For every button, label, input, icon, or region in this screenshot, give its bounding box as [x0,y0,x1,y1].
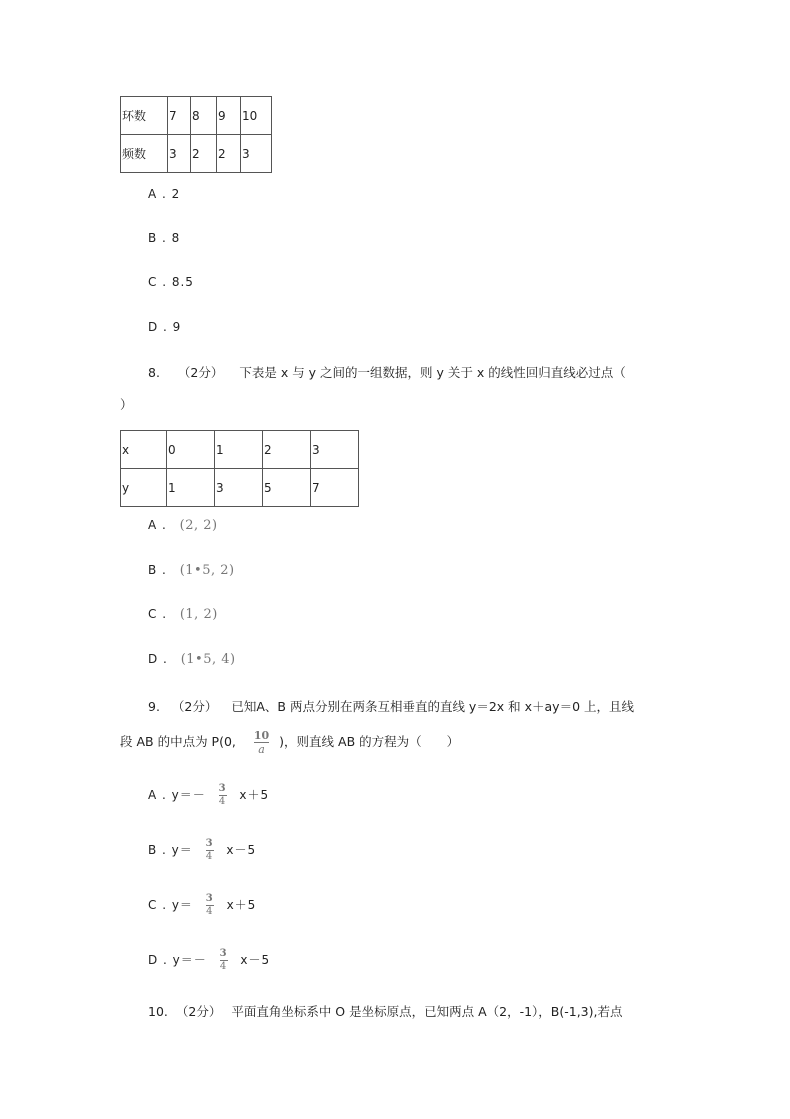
fraction-3-4 [206,894,214,917]
table-cell: 2 [217,135,241,173]
fraction-denominator: 4 [218,796,227,807]
question-score: （2分） [177,365,224,380]
option-d[interactable] [148,949,270,972]
option-label: C . [148,607,168,621]
option-value: (2, 2) [179,518,218,533]
table-cell: y [121,469,167,507]
option-a[interactable] [148,784,269,807]
fraction-denominator: a [258,743,265,756]
table-cell: 8 [191,97,217,135]
option-label: B . y＝ [148,843,193,857]
option-d[interactable]: D . 9 [148,320,182,334]
fraction-numerator: 10 [253,729,270,742]
fraction-denominator: 4 [206,906,214,917]
table-cell: 2 [191,135,217,173]
fraction-numerator: 3 [219,948,228,959]
fraction-10-over-a [254,730,269,755]
question-8-line-1 [148,363,626,381]
table-cell: 1 [167,469,215,507]
fraction-denominator: 4 [219,961,228,972]
fraction-3-4 [219,784,227,807]
fraction-numerator: 3 [218,783,227,794]
question-text: )，则直线 AB 的方程为（ ） [279,734,460,749]
option-b[interactable] [148,839,256,862]
option-value: (1, 2) [179,607,218,622]
fraction-denominator: 4 [205,851,214,862]
question-9-line-1 [148,697,634,715]
table-cell: 0 [167,431,215,469]
question-number: 9. [148,699,160,714]
question-text: 平面直角坐标系中 O 是坐标原点，已知两点 A（2，-1），B(-1,3),若点 [231,1004,623,1019]
question-text: 段 AB 的中点为 P(0, [120,734,236,749]
table-cell: 3 [311,431,359,469]
question-number: 8. [148,365,160,380]
table-cell: 5 [263,469,311,507]
table-cell: 1 [215,431,263,469]
option-b[interactable] [148,563,235,578]
question-9-line-2 [120,730,459,755]
fraction-3-4 [206,839,214,862]
option-c[interactable] [148,607,218,622]
table-cell: 环数 [121,97,168,135]
question-score: （2分） [171,699,218,714]
option-c[interactable] [148,894,256,917]
option-a[interactable] [148,518,218,533]
question-text: 已知A、B 两点分别在两条互相垂直的直线 y＝2x 和 x＋ay＝0 上，且线 [231,699,635,714]
option-b[interactable]: B . 8 [148,231,181,245]
option-tail: x＋5 [226,898,257,912]
option-label: C . y＝ [148,898,193,912]
option-label: A . y＝－ [148,788,206,802]
option-tail: x－5 [226,843,257,857]
table-cell: 9 [217,97,241,135]
question-10-line-1 [148,1002,622,1020]
table-cell: 3 [215,469,263,507]
fraction-numerator: 3 [205,838,214,849]
table-cell: 7 [168,97,191,135]
option-a[interactable]: A . 2 [148,187,181,201]
table-cell: 2 [263,431,311,469]
ring-frequency-table [120,96,272,173]
question-8-line-2: ） [120,397,133,412]
table-cell: 3 [168,135,191,173]
xy-data-table [120,430,359,507]
option-tail: x＋5 [239,788,270,802]
option-value: (1•5, 2) [179,563,235,578]
table-cell: 频数 [121,135,168,173]
question-number: 10. [148,1004,168,1019]
option-label: D . y＝－ [148,953,207,967]
option-d[interactable] [148,652,236,667]
fraction-numerator: 3 [205,893,214,904]
option-value: (1•5, 4) [180,652,236,667]
table-cell: 10 [241,97,272,135]
option-label: B . [148,563,167,577]
option-label: A . [148,518,167,532]
option-tail: x－5 [240,953,271,967]
option-label: D . [148,652,168,666]
question-text: 下表是 x 与 y 之间的一组数据，则 y 关于 x 的线性回归直线必过点（ [239,365,626,380]
option-c[interactable]: C . 8.5 [148,275,194,289]
table-cell: x [121,431,167,469]
question-score: （2分） [175,1004,222,1019]
fraction-3-4 [220,949,228,972]
table-cell: 3 [241,135,272,173]
table-cell: 7 [311,469,359,507]
